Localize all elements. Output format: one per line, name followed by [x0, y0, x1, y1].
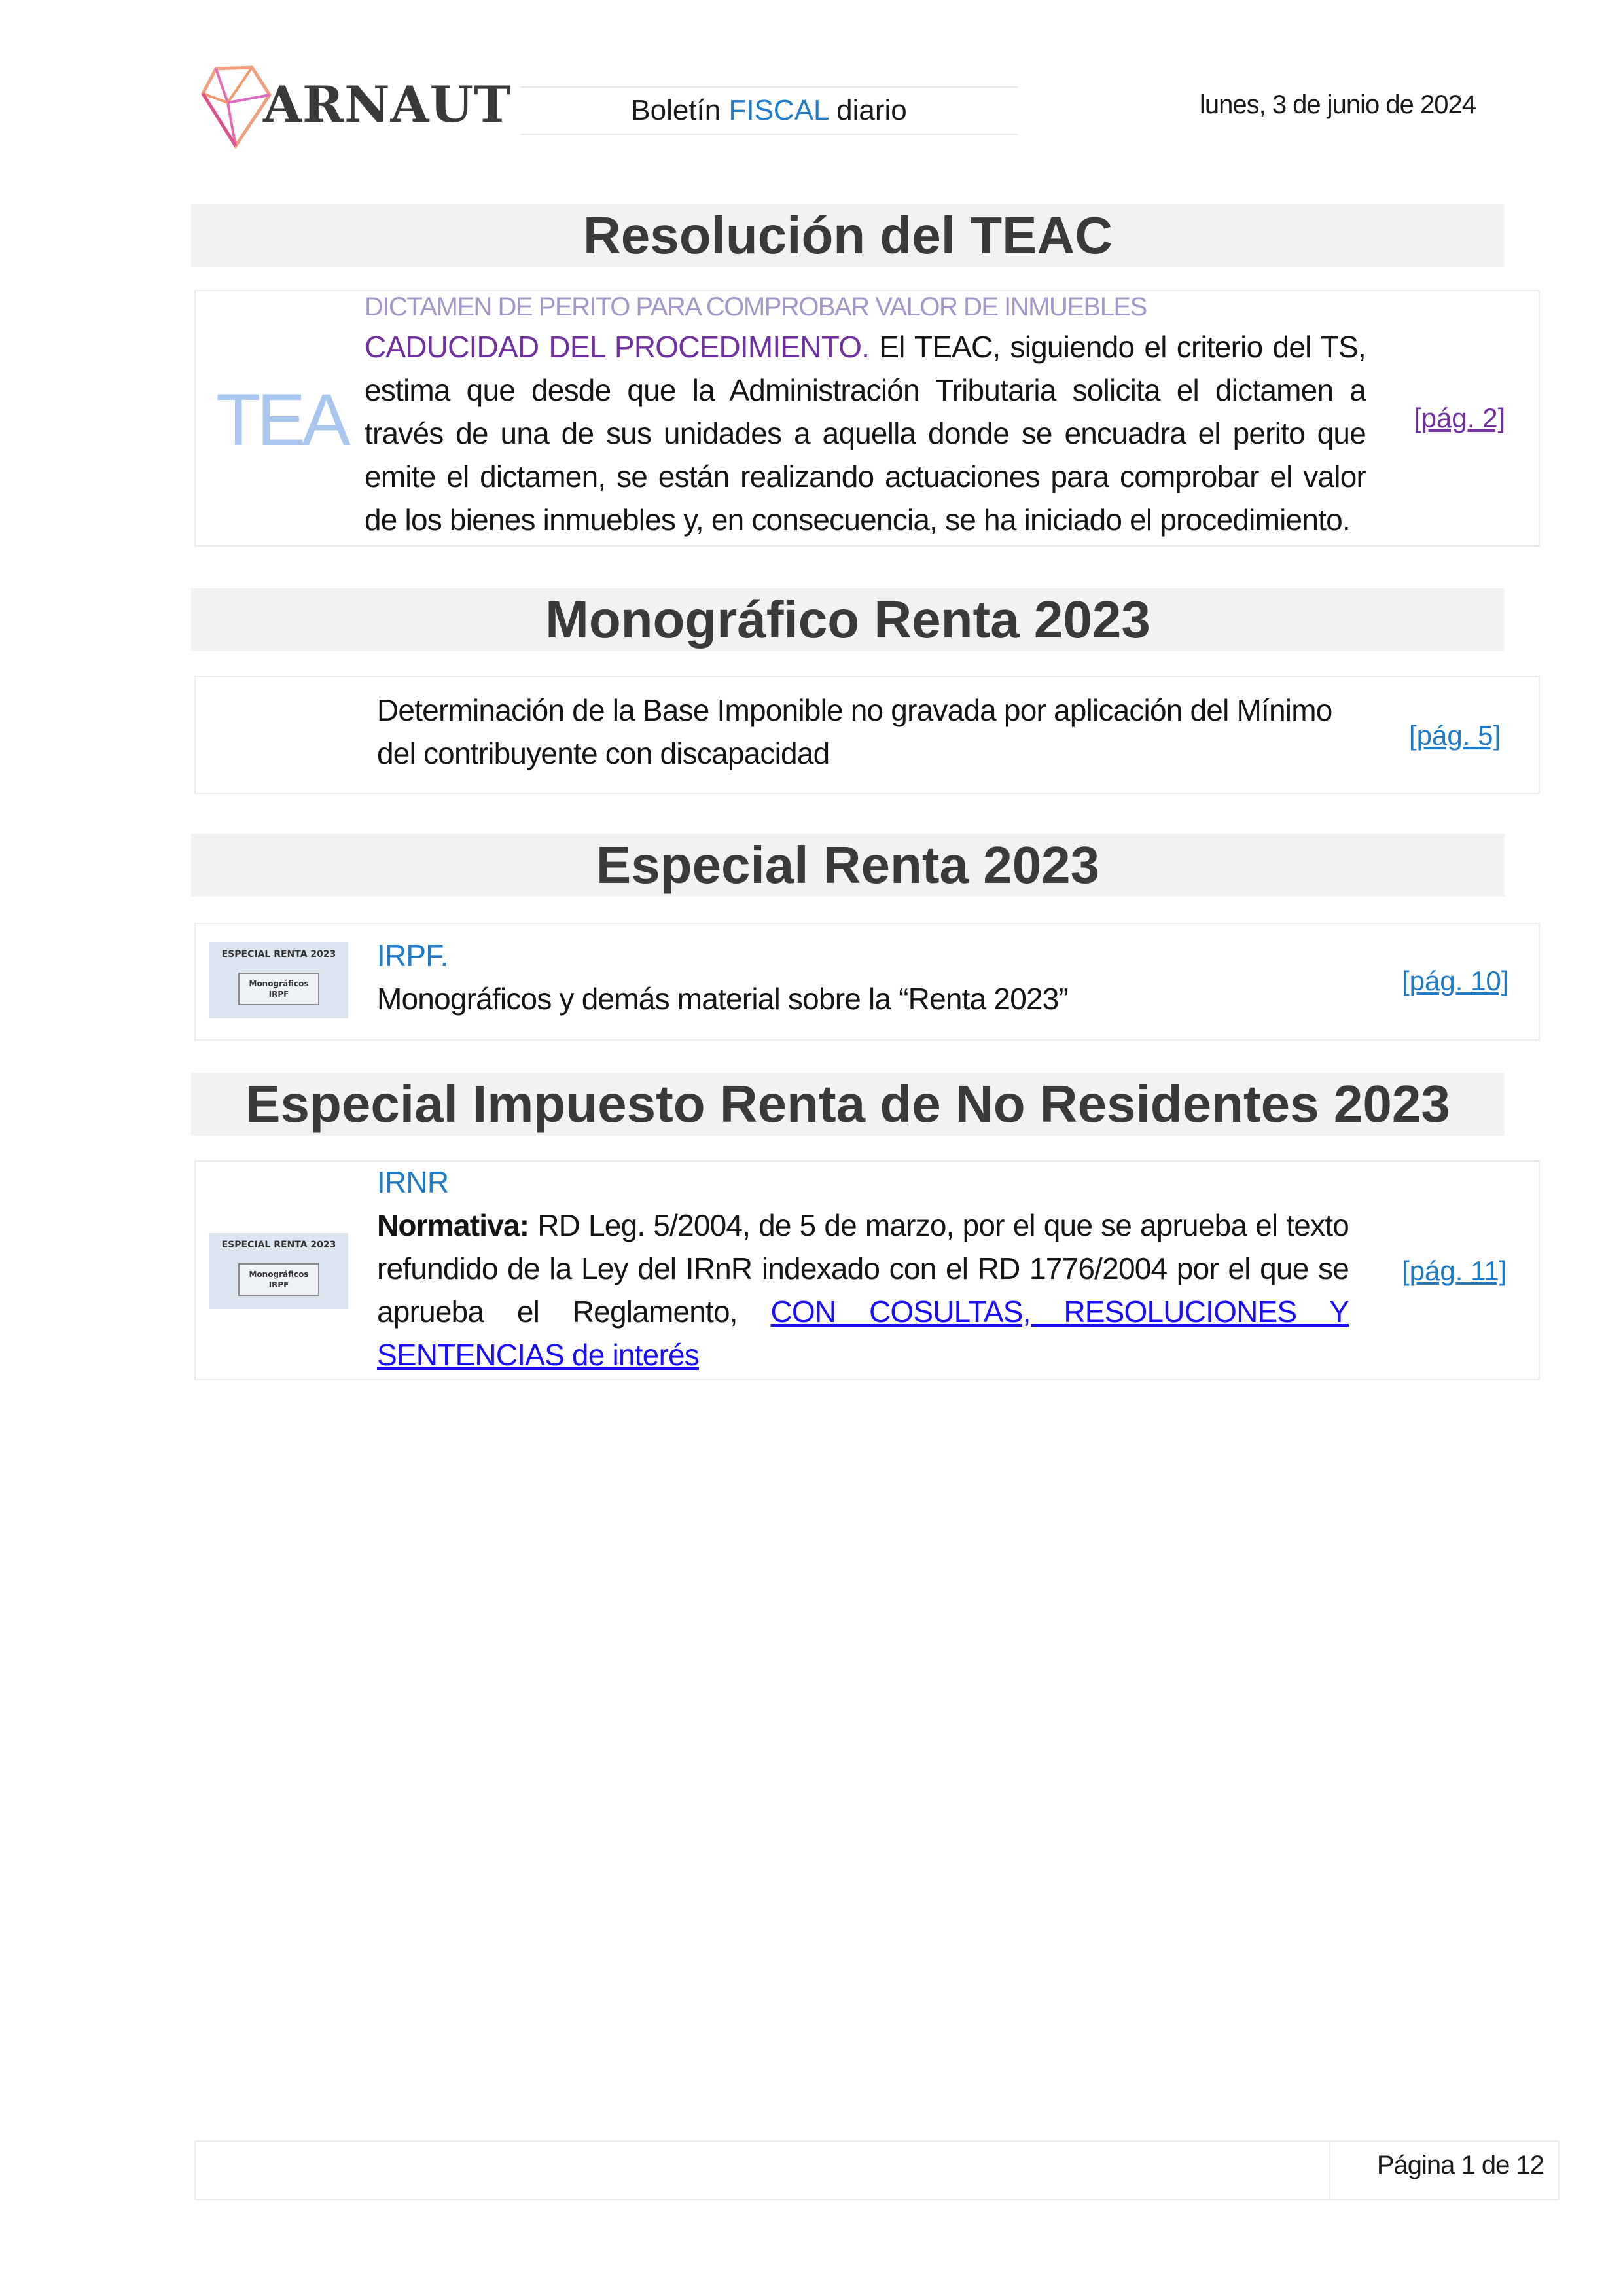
thumb-box: [238, 973, 319, 1005]
teac-text: El TEAC, siguiendo el criterio del TS, estima que desde que la Administración Tributaria solicita el dictamen a través de una de sus unidades a aquella donde se encuadra el perito que emite el dictamen, se están realizando actuaciones para comprobar el valor de los bienes inmuebles y, en consecuencia, se ha iniciado el procedimiento.: [365, 330, 1366, 537]
irnr-bold-lead: Normativa:: [377, 1208, 529, 1242]
logo-wordmark: ARNAUT: [263, 75, 512, 134]
page-number: Página 1 de 12: [1376, 2151, 1544, 2179]
tea-logo: [216, 379, 347, 461]
especial-renta-page-link[interactable]: [pág. 10]: [1402, 965, 1509, 996]
irnr-consultas-link[interactable]: CON COSULTAS, RESOLUCIONES Y SENTENCIAS de interés: [377, 1295, 1349, 1372]
section-title-irnr: Especial Impuesto Renta de No Residentes 2023: [191, 1073, 1505, 1136]
teac-lead: CADUCIDAD DEL PROCEDIMIENTO.: [365, 330, 870, 364]
bulletin-highlight: FISCAL: [728, 94, 829, 126]
irnr-body: RD Leg. 5/2004, de 5 de marzo, por el que se aprueba el texto refundido de la Ley del IRnR indexado con el RD 1776/2004 por el que se aprueba el Reglamento,: [377, 1208, 1349, 1329]
teac-summary: [365, 325, 1366, 541]
section-title-monografico: Monográfico Renta 2023: [191, 588, 1505, 651]
irnr-page-link[interactable]: [pág. 11]: [1402, 1255, 1507, 1286]
especial-renta-thumbnail: [209, 942, 348, 1018]
thumb-box-line2: IRPF: [268, 990, 289, 999]
arnaut-logo: [196, 62, 512, 151]
teac-page-link[interactable]: [pág. 2]: [1414, 403, 1506, 433]
thumb-title: ESPECIAL RENTA 2023: [221, 949, 336, 960]
monografico-text: Determinación de la Base Imponible no gravada por aplicación del Mínimo del contribuyente con discapacidad: [377, 693, 1332, 770]
irnr-thumbnail: [209, 1233, 348, 1309]
bulletin-suffix: diario: [828, 94, 907, 126]
thumb-title: ESPECIAL RENTA 2023: [221, 1240, 336, 1250]
irnr-label: IRNR: [377, 1165, 449, 1199]
irpf-label: IRPF.: [377, 939, 448, 973]
bulletin-prefix: Boletín: [631, 94, 729, 126]
teac-kicker: DICTAMEN DE PERITO PARA COMPROBAR VALOR DE INMUEBLES: [365, 293, 1147, 321]
thumb-box-line2: IRPF: [268, 1280, 289, 1289]
page-footer: [194, 2140, 1560, 2200]
footer-divider: [1329, 2142, 1330, 2199]
thumb-box: [238, 1263, 319, 1296]
irnr-text: [377, 1204, 1349, 1376]
monografico-page-link[interactable]: [pág. 5]: [1409, 720, 1501, 751]
thumb-box-line1: Monográficos: [249, 1270, 309, 1279]
section-title-especial-renta: Especial Renta 2023: [191, 834, 1505, 897]
bulletin-date: lunes, 3 de junio de 2024: [1199, 90, 1476, 119]
section-title-teac: Resolución del TEAC: [191, 204, 1505, 267]
thumb-box-line1: Monográficos: [249, 979, 309, 988]
bulletin-title: [520, 86, 1018, 135]
tea-logo-text: TEA: [216, 379, 347, 461]
especial-renta-text: Monográficos y demás material sobre la “Renta 2023”: [377, 982, 1069, 1016]
